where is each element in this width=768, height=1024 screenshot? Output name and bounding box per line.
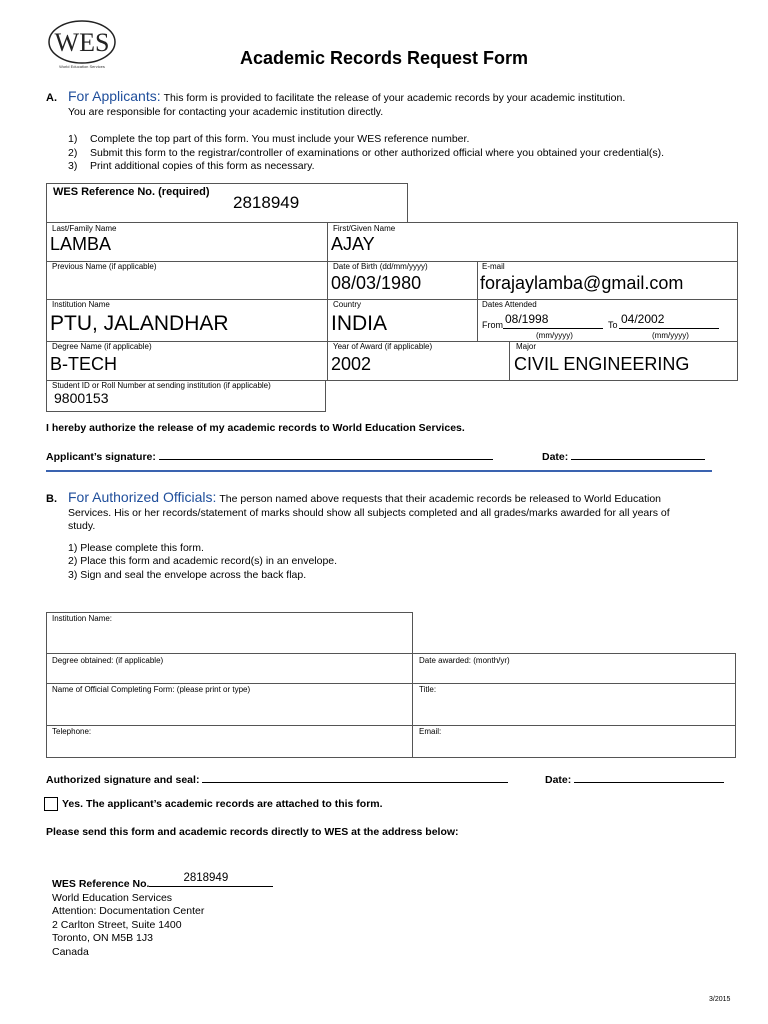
list-item: 1) Please complete this form. bbox=[68, 541, 204, 554]
wes-ref-label: WES Reference No. (required) bbox=[53, 186, 210, 198]
section-divider bbox=[46, 470, 712, 472]
authorized-signature-label: Authorized signature and seal: bbox=[46, 774, 200, 786]
first-name-field[interactable]: AJAY bbox=[331, 234, 375, 254]
previous-name-field[interactable] bbox=[50, 272, 320, 296]
wes-logo-text: WES bbox=[54, 28, 110, 57]
section-b-intro-2: Services. His or her records/statement of marks should show all subjects completed and all grades/marks awarded for all years of bbox=[68, 506, 670, 519]
section-a-heading: For Applicants: bbox=[68, 88, 161, 104]
date-awarded-field[interactable] bbox=[415, 666, 733, 681]
authorized-date-line[interactable] bbox=[574, 772, 724, 783]
email-field[interactable]: forajaylamba@gmail.com bbox=[480, 273, 684, 293]
student-id-box[interactable] bbox=[46, 380, 326, 412]
section-a bbox=[46, 88, 736, 174]
records-attached-checkbox[interactable] bbox=[44, 797, 58, 811]
from-field[interactable] bbox=[503, 312, 603, 329]
wes-address bbox=[52, 872, 273, 959]
wes-ref-box[interactable] bbox=[46, 183, 408, 223]
address-line: World Education Services bbox=[52, 891, 173, 904]
applicant-date-row bbox=[542, 449, 705, 463]
to-value: 04/2002 bbox=[621, 312, 665, 326]
authorized-date-row bbox=[545, 772, 724, 786]
major-label: Major bbox=[516, 342, 537, 351]
student-id-value: 9800153 bbox=[54, 390, 109, 406]
to-format-hint: (mm/yyyy) bbox=[652, 331, 689, 340]
wes-ref-value: 2818949 bbox=[233, 193, 300, 212]
degree-obtained-label: Degree obtained: (if applicable) bbox=[52, 656, 164, 665]
authorize-text: I hereby authorize the release of my academic records to World Education Services. bbox=[46, 422, 465, 434]
to-label: To bbox=[608, 320, 618, 330]
authorized-signature-row bbox=[46, 772, 508, 786]
official-institution-field[interactable] bbox=[48, 624, 410, 651]
applicant-date-label: Date: bbox=[542, 451, 569, 463]
dob-label: Date of Birth (dd/mm/yyyy) bbox=[333, 262, 428, 271]
applicant-signature-line[interactable] bbox=[159, 449, 493, 460]
from-label: From bbox=[482, 320, 503, 330]
list-item: 3) Sign and seal the envelope across the back flap. bbox=[68, 568, 307, 581]
authorized-signature-line[interactable] bbox=[202, 772, 508, 783]
applicant-signature-label: Applicant’s signature: bbox=[46, 451, 156, 463]
previous-name-label: Previous Name (if applicable) bbox=[52, 262, 157, 271]
degree-label: Degree Name (if applicable) bbox=[52, 342, 152, 351]
section-a-steps bbox=[68, 133, 736, 174]
applicant-signature-row bbox=[46, 449, 493, 463]
section-b-intro-3: study. bbox=[68, 520, 96, 532]
address-line: Attention: Documentation Center bbox=[52, 905, 205, 917]
address-line: Toronto, ON M5B 1J3 bbox=[52, 932, 153, 944]
date-awarded-label: Date awarded: (month/yr) bbox=[419, 656, 510, 665]
email-label: E-mail bbox=[482, 262, 505, 271]
list-item bbox=[68, 147, 736, 161]
section-a-intro-1: This form is provided to facilitate the release of your academic records by your academic institution. bbox=[163, 92, 626, 104]
step-number: 3) bbox=[68, 160, 78, 172]
telephone-field[interactable] bbox=[48, 737, 410, 756]
last-name-label: Last/Family Name bbox=[52, 224, 117, 233]
last-name-field[interactable]: LAMBA bbox=[50, 234, 112, 254]
major-field[interactable]: CIVIL ENGINEERING bbox=[514, 354, 690, 374]
official-name-field[interactable] bbox=[48, 695, 410, 723]
step-text: Complete the top part of this form. You must include your WES reference number. bbox=[90, 133, 470, 145]
to-field[interactable] bbox=[619, 312, 719, 329]
from-value: 08/1998 bbox=[505, 312, 549, 326]
first-name-label: First/Given Name bbox=[333, 224, 396, 233]
country-field[interactable]: INDIA bbox=[331, 312, 388, 335]
institution-field[interactable]: PTU, JALANDHAR bbox=[50, 312, 229, 335]
records-attached-label: Yes. The applicant’s academic records are attached to this form. bbox=[62, 798, 383, 810]
list-item: 2) Place this form and academic record(s) in an envelope. bbox=[68, 555, 338, 567]
section-b-steps bbox=[68, 542, 736, 583]
year-label: Year of Award (if applicable) bbox=[333, 342, 433, 351]
step-text: Submit this form to the registrar/controller of examinations or other authorized official where you obtained your credential(s). bbox=[90, 146, 665, 159]
telephone-label: Telephone: bbox=[52, 727, 92, 736]
section-a-intro-2: You are responsible for contacting your academic institution directly. bbox=[68, 105, 384, 118]
authorized-date-label: Date: bbox=[545, 774, 572, 786]
step-number: 2) bbox=[68, 146, 78, 159]
dates-attended-label: Dates Attended bbox=[482, 300, 537, 309]
official-title-label: Title: bbox=[419, 685, 437, 694]
list-item bbox=[68, 133, 736, 147]
applicant-date-line[interactable] bbox=[571, 449, 705, 460]
page-title: Academic Records Request Form bbox=[239, 48, 529, 68]
country-label: Country bbox=[333, 300, 362, 309]
section-b bbox=[46, 489, 736, 582]
logo-subtitle: World Education Services bbox=[59, 64, 105, 69]
official-name-label: Name of Official Completing Form: (please print or type) bbox=[52, 685, 251, 694]
address-ref-value: 2818949 bbox=[183, 872, 229, 884]
address-ref-line[interactable] bbox=[149, 872, 273, 887]
address-line: Canada bbox=[52, 945, 89, 958]
official-email-field[interactable] bbox=[415, 737, 733, 756]
section-a-letter: A. bbox=[46, 92, 57, 104]
degree-field[interactable]: B-TECH bbox=[50, 354, 117, 374]
official-institution-label: Institution Name: bbox=[52, 614, 113, 623]
section-b-letter: B. bbox=[46, 493, 57, 505]
from-format-hint: (mm/yyyy) bbox=[536, 331, 573, 340]
address-ref-label: WES Reference No. bbox=[52, 878, 150, 890]
official-email-label: Email: bbox=[419, 727, 442, 736]
official-title-field[interactable] bbox=[415, 695, 733, 723]
step-number: 1) bbox=[68, 133, 78, 145]
student-id-label: Student ID or Roll Number at sending institution (if applicable) bbox=[52, 381, 271, 390]
year-field[interactable]: 2002 bbox=[331, 354, 372, 374]
section-b-intro-1: The person named above requests that their academic records be released to World Education bbox=[219, 493, 662, 505]
dob-field[interactable]: 08/03/1980 bbox=[331, 273, 422, 293]
list-item bbox=[68, 160, 736, 174]
address-line: 2 Carlton Street, Suite 1400 bbox=[52, 918, 182, 931]
institution-label: Institution Name bbox=[52, 300, 110, 309]
degree-obtained-field[interactable] bbox=[48, 666, 410, 681]
step-text: Print additional copies of this form as necessary. bbox=[90, 160, 315, 172]
form-version: 3/2015 bbox=[709, 996, 731, 1003]
section-b-heading: For Authorized Officials: bbox=[68, 489, 217, 505]
send-instructions: Please send this form and academic records directly to WES at the address below: bbox=[46, 826, 459, 838]
